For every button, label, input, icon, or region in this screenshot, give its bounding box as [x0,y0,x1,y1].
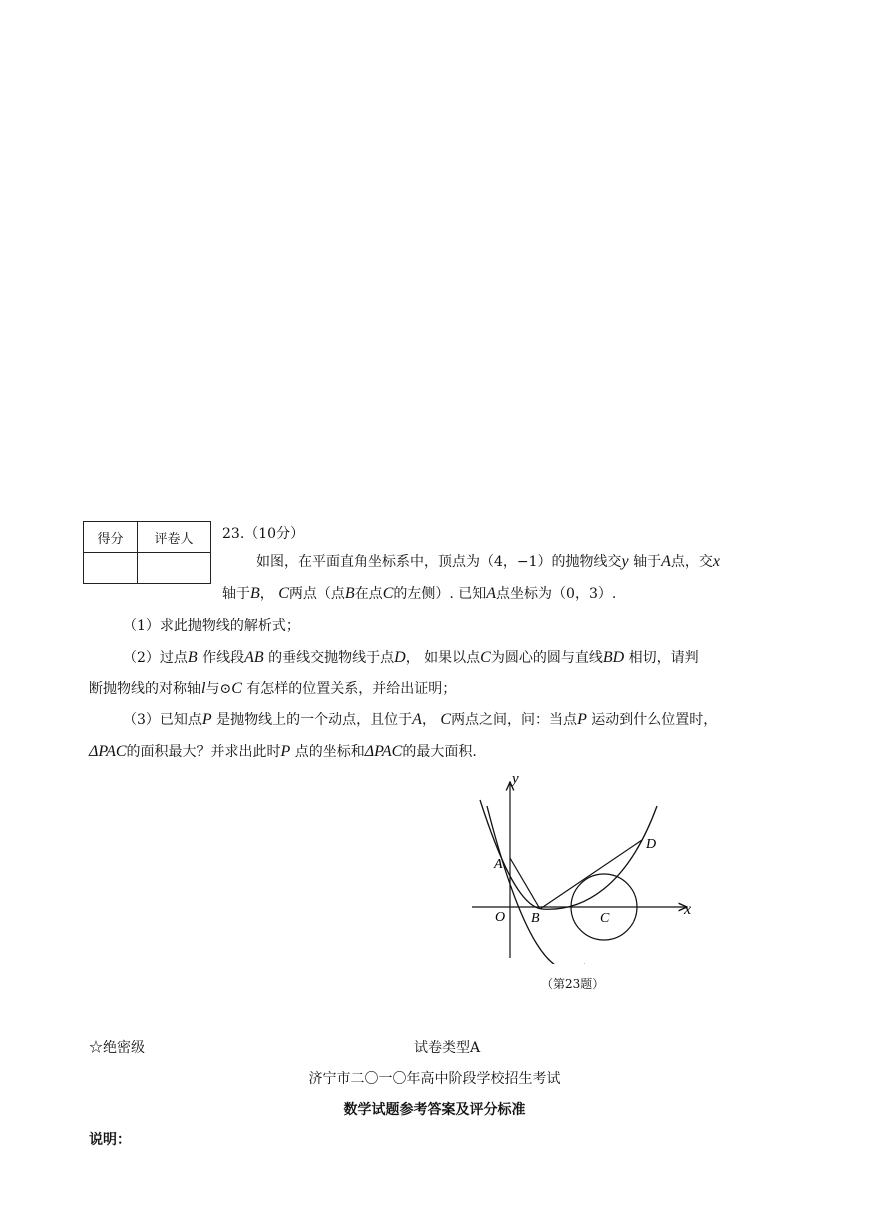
paper-type: 试卷类型A [414,1040,481,1056]
part-2-line2: 断抛物线的对称轴l与⊙C 有怎样的位置关系，并给出证明； [89,680,457,697]
grader-cell [138,553,211,584]
score-cell [84,553,138,584]
parabola-figure [462,768,702,964]
problem-intro-line1: 如图，在平面直角坐标系中，顶点为（4，−1）的抛物线交y 轴于A点，交x [256,553,720,570]
figure-caption: （第23题） [541,977,605,991]
label-b: B [531,911,540,926]
label-x: x [684,901,692,918]
line-bd [540,840,642,909]
label-c: C [600,911,610,926]
part-1: （1）求此抛物线的解析式； [123,618,300,634]
label-o: O [495,910,506,925]
exam-title: 济宁市二〇一〇年高中阶段学校招生考试 [308,1071,561,1087]
answer-title: 数学试题参考答案及评分标准 [343,1102,526,1118]
problem-number: 23.（10分） [222,526,305,542]
part-2-line1: （2）过点B 作线段AB 的垂线交抛物线于点D， 如果以点C为圆心的圆与直线BD 相切，请判 [123,649,699,666]
secret-level: ☆绝密级 [89,1040,145,1056]
label-d: D [646,837,657,852]
notes-label: 说明： [89,1132,131,1148]
problem-intro-line2: 轴于B， C两点（点B在点C的左侧）. 已知A点坐标为（0，3）. [222,585,617,602]
parabola-curve [480,800,657,909]
grader-header: 评卷人 [138,522,211,553]
part-3-line1: （3）已知点P 是抛物线上的一个动点，且位于A， C两点之间，问：当点P 运动到什么位置时， [123,711,718,728]
label-a: A [494,857,503,872]
score-header: 得分 [84,522,138,553]
label-y: y [512,771,519,787]
parabola-left [487,806,585,964]
score-table [83,521,211,584]
part-3-line2: ΔPAC的面积最大？并求出此时P 点的坐标和ΔPAC的最大面积. [89,743,477,760]
